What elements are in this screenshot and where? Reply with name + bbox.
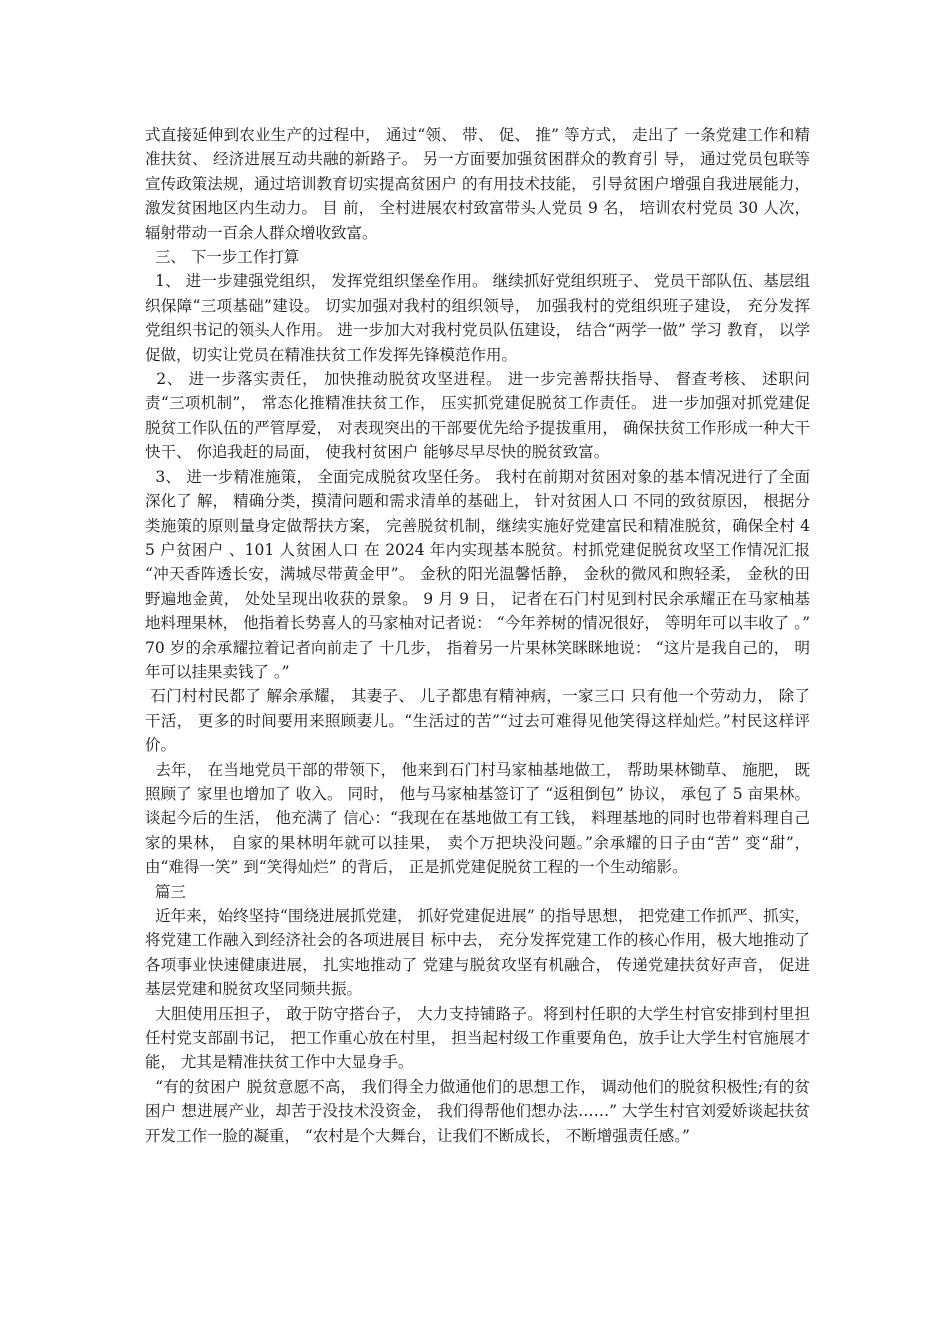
paragraph: 近年来，始终坚持“围绕进展抓党建， 抓好党建促进展” 的指导思想， 把党建工作抓严、抓实， 将党建工作融入到经济社会的各项进展目 标中去， 充分发挥党建工作的核心作用，极大地推动了 各项事业快速健康进展， 扎实地推动了 党建与脱贫攻坚有机融合， 传递党建扶贫好声音， 促进基层党建和脱贫攻坚同频共振。 [145, 907, 815, 999]
paragraph: 3、 进一步精准施策， 全面完成脱贫攻坚任务。 我村在前期对贫困对象的基本情况进行了全面深化了 解， 精确分类，摸清问题和需求清单的基础上， 针对贫困人口 不同的致贫原因， 根据分类施策的原则量身定做帮扶方案， 完善脱贫机制，继续实施好党建富民和精准脱贫，确保全村 45 户贫困户 、101 人贫困人口 在 2024 年内实现基本脱贫。村抓党建促脱贫攻坚工作情况汇报 “冲天香阵透长安，满城尽带黄金甲”。 金秋的阳光温馨恬静， 金秋的微风和煦轻柔， 金秋的田野遍地金黄， 处处呈现出收获的景象。 9 月 9 日， 记者在石门村见到村民余承耀正在马家柚基地料理果林， 他指着长势喜人的马家柚对记者说： “今年养树的情况很好， 等明年可以丰收了 。” 70 岁的余承耀拉着记者向前走了 十几步， 指着另一片果林笑眯眯地说： “这片是我自己的， 明年可以挂果卖钱了 。” [145, 467, 815, 681]
section-heading: 三、 下一步工作打算 [145, 248, 300, 267]
paragraph: 石门村村民都了 解余承耀， 其妻子、 儿子都患有精神病，一家三口 只有他一个劳动力， 除了 干活， 更多的时间要用来照顾妻儿。“生活过的苦”“过去可难得见他笑得这样灿烂。”村民这样评价。 [145, 687, 815, 755]
section-heading: 篇三 [145, 882, 186, 901]
paragraph: 2、 进一步落实责任， 加快推动脱贫攻坚进程。 进一步完善帮扶指导、 督查考核、 述职问责“三项机制”， 常态化推精准扶贫工作， 压实抓党建促脱贫工作责任。 进一步加强对抓党建促脱贫工作队伍的严管厚爱， 对表现突出的干部要优先给予提拔重用， 确保扶贫工作形成一种大干快干、 你追我赶的局面， 使我村贫困户 能够尽早尽快的脱贫致富。 [145, 370, 810, 462]
paragraph: 去年， 在当地党员干部的带领下， 他来到石门村马家柚基地做工， 帮助果林锄草、 施肥， 既照顾了 家里也增加了 收入。 同时， 他与马家柚基签订了 “返租倒包” 协议， 承包了 5 亩果林。 谈起今后的生活， 他充满了 信心：“我现在在基地做工有工钱， 料理基地的同时也带着料理自己家的果林， 自家的果林明年就可以挂果， 卖个万把块没问题。”余承耀的日子由“苦” 变“甜”， 由“难得一笑” 到“笑得灿烂” 的背后， 正是抓党建促脱贫工程的一个生动缩影。 [145, 760, 815, 877]
document-page [145, 123, 815, 1148]
paragraph: 1、 进一步建强党组织， 发挥党组织堡垒作用。 继续抓好党组织班子、 党员干部队伍、基层组织保障“三项基础”建设。 切实加强对我村的组织领导， 加强我村的党组织班子建设， 充分发挥党组织书记的领头人作用。 进一步加大对我村党员队伍建设， 结合“两学一做” 学习 教育， 以学促做，切实让党员在精准扶贫工作发挥先锋模范作用。 [145, 272, 811, 364]
paragraph: 式直接延伸到农业生产的过程中， 通过“领、 带、 促、 推” 等方式， 走出了 一条党建工作和精准扶贫、 经济进展互动共融的新路子。 另一方面要加强贫困群众的教育引 导， 通过党员包联等宣传政策法规，通过培训教育切实提高贫困户 的有用技术技能， 引导贫困户增强自我进展能力， 激发贫困地区内生动力。 目 前， 全村进展农村致富带头人党员 9 名， 培训农村党员 30 人次， 辐射带动一百余人群众增收致富。 [145, 126, 815, 242]
paragraph: “有的贫困户 脱贫意愿不高， 我们得全力做通他们的思想工作， 调动他们的脱贫积极性;有的贫困户 想进展产业，却苦于没技术没资金， 我们得帮他们想办法……” 大学生村官刘爱娇谈起扶贫开发工作一脸的凝重， “农村是个大舞台，让我们不断成长， 不断增强责任感。” [145, 1077, 810, 1145]
paragraph: 大胆使用压担子， 敢于防守搭台子， 大力支持铺路子。将到村任职的大学生村官安排到村里担任村党支部副书记， 把工作重心放在村里， 担当起村级工作重要角色，放手让大学生村官施展才能， 尤其是精准扶贫工作中大显身手。 [145, 1004, 811, 1072]
